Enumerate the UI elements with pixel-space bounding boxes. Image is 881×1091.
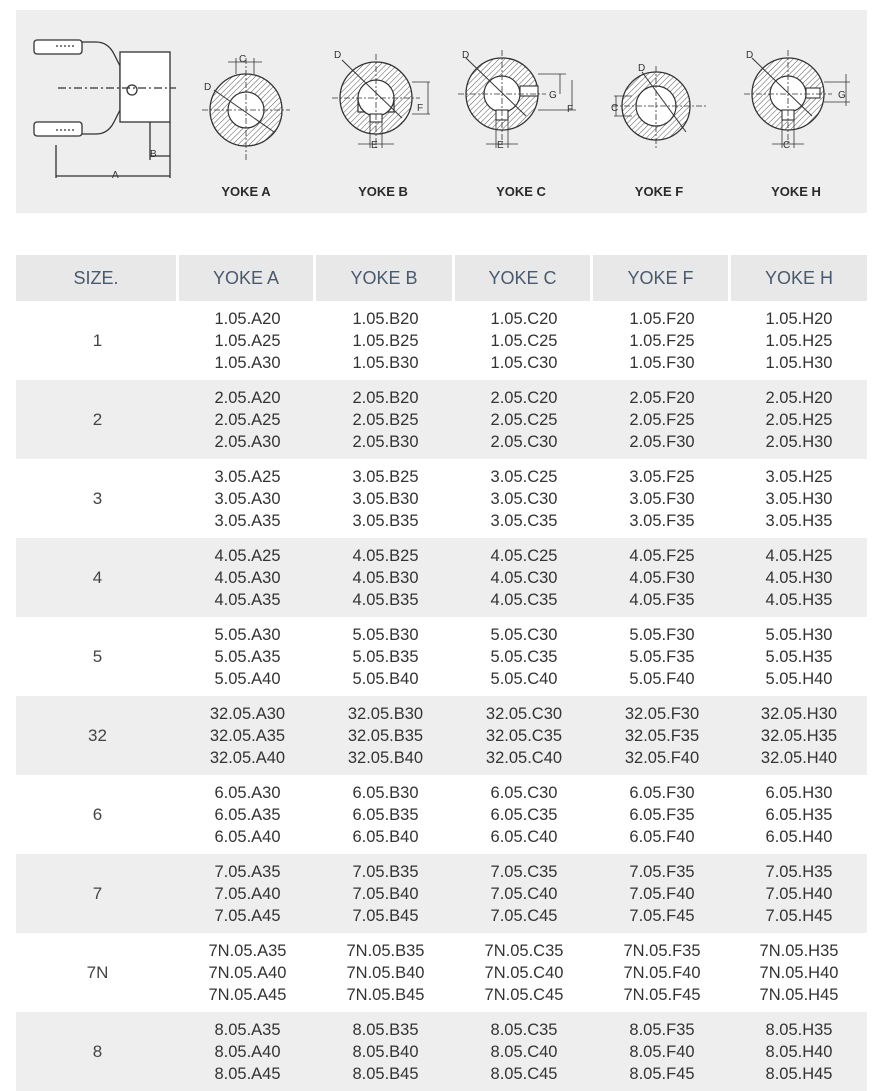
code-cell bbox=[316, 617, 455, 696]
part-code: 8.05.B35 bbox=[352, 1020, 419, 1039]
part-code: 7N.05.B35 bbox=[346, 941, 425, 960]
code-cell bbox=[731, 538, 867, 617]
table-row bbox=[16, 1012, 867, 1091]
part-code: 6.05.C40 bbox=[490, 827, 558, 846]
part-code: 2.05.F30 bbox=[629, 432, 695, 451]
size-cell: 7 bbox=[92, 883, 103, 903]
code-cell bbox=[455, 854, 593, 933]
part-code: 1.05.A25 bbox=[214, 331, 281, 350]
part-code: 2.05.C30 bbox=[490, 432, 558, 451]
yoke-b-section bbox=[332, 54, 430, 148]
size-cell: 8 bbox=[92, 1041, 103, 1061]
code-cell bbox=[179, 696, 316, 775]
code-cell bbox=[731, 1012, 867, 1091]
part-code: 3.05.B35 bbox=[352, 511, 419, 530]
yoke-h-dim-c: C bbox=[783, 140, 791, 151]
part-code: 5.05.H40 bbox=[765, 669, 833, 688]
part-code: 32.05.C35 bbox=[485, 726, 563, 745]
code-cell bbox=[455, 380, 593, 459]
part-code: 4.05.C35 bbox=[490, 590, 558, 609]
table-row bbox=[16, 617, 867, 696]
code-cell bbox=[316, 459, 455, 538]
header-yoke-f: YOKE F bbox=[593, 255, 731, 301]
part-code: 5.05.A30 bbox=[214, 625, 281, 644]
code-cell bbox=[179, 301, 316, 380]
part-code: 6.05.F35 bbox=[629, 805, 695, 824]
code-cell bbox=[455, 696, 593, 775]
part-code: 5.05.F40 bbox=[629, 669, 695, 688]
code-cell bbox=[593, 538, 731, 617]
part-code: 6.05.H30 bbox=[765, 783, 833, 802]
part-code: 7N.05.C45 bbox=[484, 985, 564, 1004]
yoke-a-label: YOKE A bbox=[221, 184, 271, 199]
part-code: 2.05.F20 bbox=[629, 388, 695, 407]
part-code: 7.05.C45 bbox=[490, 906, 558, 925]
part-code: 32.05.C40 bbox=[485, 748, 563, 767]
yoke-code-table bbox=[16, 255, 867, 1091]
part-code: 7N.05.F45 bbox=[623, 985, 701, 1004]
size-cell: 32 bbox=[88, 725, 107, 745]
code-cell bbox=[316, 696, 455, 775]
part-code: 32.05.B40 bbox=[347, 748, 424, 767]
part-code: 32.05.H30 bbox=[760, 704, 838, 723]
part-code: 6.05.F30 bbox=[629, 783, 695, 802]
code-cell bbox=[731, 380, 867, 459]
yoke-h-section bbox=[744, 50, 850, 148]
code-cell bbox=[593, 459, 731, 538]
size-cell: 2 bbox=[92, 409, 103, 429]
table-row bbox=[16, 301, 867, 380]
yoke-h-dim-d: D bbox=[746, 50, 754, 61]
part-code: 8.05.A35 bbox=[214, 1020, 281, 1039]
dim-a-letter: A bbox=[112, 170, 119, 181]
table-row bbox=[16, 538, 867, 617]
part-code: 3.05.A35 bbox=[214, 511, 281, 530]
code-cell bbox=[731, 854, 867, 933]
part-code: 4.05.B25 bbox=[352, 546, 419, 565]
part-code: 3.05.C25 bbox=[490, 467, 558, 486]
code-cell bbox=[179, 617, 316, 696]
table-row bbox=[16, 459, 867, 538]
code-cell bbox=[316, 775, 455, 854]
part-code: 7.05.B35 bbox=[352, 862, 419, 881]
part-code: 8.05.B45 bbox=[352, 1064, 419, 1083]
code-cell bbox=[179, 380, 316, 459]
code-cell bbox=[455, 1012, 593, 1091]
part-code: 7N.05.A45 bbox=[208, 985, 287, 1004]
part-code: 7.05.A45 bbox=[214, 906, 281, 925]
part-code: 8.05.F40 bbox=[629, 1042, 695, 1061]
size-cell: 7N bbox=[86, 962, 109, 982]
code-cell bbox=[455, 538, 593, 617]
part-code: 3.05.A30 bbox=[214, 489, 281, 508]
code-cell bbox=[179, 1012, 316, 1091]
part-code: 6.05.A35 bbox=[214, 805, 281, 824]
part-code: 32.05.H40 bbox=[760, 748, 838, 767]
part-code: 8.05.H35 bbox=[765, 1020, 833, 1039]
code-cell bbox=[731, 696, 867, 775]
yoke-f-dim-c: C bbox=[611, 103, 619, 114]
code-cell bbox=[593, 696, 731, 775]
yoke-a-dim-d: D bbox=[204, 82, 212, 93]
part-code: 8.05.B40 bbox=[352, 1042, 419, 1061]
code-cell bbox=[455, 459, 593, 538]
part-code: 8.05.C35 bbox=[490, 1020, 558, 1039]
header-yoke-c: YOKE C bbox=[455, 255, 593, 301]
part-code: 5.05.A40 bbox=[214, 669, 281, 688]
part-code: 32.05.B30 bbox=[347, 704, 424, 723]
part-code: 5.05.H35 bbox=[765, 647, 833, 666]
yoke-h-label: YOKE H bbox=[771, 184, 821, 199]
part-code: 3.05.B30 bbox=[352, 489, 419, 508]
yoke-f-section bbox=[612, 66, 706, 150]
code-cell bbox=[731, 301, 867, 380]
part-code: 1.05.A30 bbox=[214, 353, 281, 372]
part-code: 2.05.B25 bbox=[352, 410, 419, 429]
size-cell: 4 bbox=[92, 567, 103, 587]
part-code: 2.05.H30 bbox=[765, 432, 833, 451]
yoke-b-dim-e: E bbox=[371, 140, 378, 151]
header-yoke-b: YOKE B bbox=[316, 255, 455, 301]
part-code: 1.05.F20 bbox=[629, 309, 695, 328]
part-code: 32.05.F35 bbox=[624, 726, 700, 745]
code-cell bbox=[731, 617, 867, 696]
code-cell bbox=[179, 538, 316, 617]
part-code: 1.05.H25 bbox=[765, 331, 833, 350]
code-cell bbox=[316, 1012, 455, 1091]
part-code: 7N.05.H40 bbox=[759, 963, 839, 982]
part-code: 1.05.F30 bbox=[629, 353, 695, 372]
part-code: 8.05.C40 bbox=[490, 1042, 558, 1061]
part-code: 1.05.B25 bbox=[352, 331, 419, 350]
yoke-b-label: YOKE B bbox=[358, 184, 408, 199]
yoke-c-dim-d: D bbox=[462, 50, 470, 61]
part-code: 2.05.A20 bbox=[214, 388, 281, 407]
header-yoke-h: YOKE H bbox=[764, 267, 834, 288]
yoke-f-label: YOKE F bbox=[634, 184, 684, 199]
part-code: 1.05.B30 bbox=[352, 353, 419, 372]
table-row bbox=[16, 854, 867, 933]
part-code: 1.05.H20 bbox=[765, 309, 833, 328]
code-cell bbox=[316, 538, 455, 617]
part-code: 32.05.A30 bbox=[209, 704, 286, 723]
part-code: 32.05.C30 bbox=[485, 704, 563, 723]
part-code: 7N.05.A35 bbox=[208, 941, 287, 960]
part-code: 8.05.F35 bbox=[629, 1020, 695, 1039]
part-code: 4.05.C30 bbox=[490, 568, 558, 587]
yoke-h-dim-g: G bbox=[838, 90, 846, 101]
part-code: 2.05.C20 bbox=[490, 388, 558, 407]
code-cell bbox=[731, 775, 867, 854]
part-code: 7.05.H45 bbox=[765, 906, 833, 925]
part-code: 7.05.F40 bbox=[629, 884, 695, 903]
part-code: 32.05.A35 bbox=[209, 726, 286, 745]
table-row bbox=[16, 696, 867, 775]
code-cell bbox=[316, 301, 455, 380]
size-cell: 1 bbox=[92, 330, 103, 350]
part-code: 4.05.F30 bbox=[629, 568, 695, 587]
part-code: 6.05.C30 bbox=[490, 783, 558, 802]
code-cell bbox=[455, 617, 593, 696]
part-code: 8.05.A45 bbox=[214, 1064, 281, 1083]
part-code: 7N.05.H35 bbox=[759, 941, 839, 960]
table-row bbox=[16, 775, 867, 854]
part-code: 4.05.C25 bbox=[490, 546, 558, 565]
part-code: 2.05.H20 bbox=[765, 388, 833, 407]
part-code: 7N.05.A40 bbox=[208, 963, 287, 982]
part-code: 2.05.A25 bbox=[214, 410, 281, 429]
code-cell bbox=[593, 775, 731, 854]
part-code: 7.05.H40 bbox=[765, 884, 833, 903]
part-code: 5.05.A35 bbox=[214, 647, 281, 666]
part-code: 32.05.H35 bbox=[760, 726, 838, 745]
part-code: 3.05.A25 bbox=[214, 467, 281, 486]
part-code: 3.05.B25 bbox=[352, 467, 419, 486]
part-code: 7N.05.C40 bbox=[484, 963, 564, 982]
part-code: 4.05.B30 bbox=[352, 568, 419, 587]
part-code: 4.05.A35 bbox=[214, 590, 281, 609]
code-cell bbox=[455, 775, 593, 854]
code-cell bbox=[593, 617, 731, 696]
part-code: 32.05.F40 bbox=[624, 748, 700, 767]
part-code: 2.05.A30 bbox=[214, 432, 281, 451]
part-code: 5.05.C35 bbox=[490, 647, 558, 666]
code-cell bbox=[179, 775, 316, 854]
part-code: 32.05.A40 bbox=[209, 748, 286, 767]
part-code: 4.05.H35 bbox=[765, 590, 833, 609]
part-code: 5.05.F30 bbox=[629, 625, 695, 644]
part-code: 7N.05.B40 bbox=[346, 963, 425, 982]
table-row bbox=[16, 933, 867, 1012]
code-cell bbox=[316, 380, 455, 459]
yoke-a-dim-c: C bbox=[239, 54, 247, 65]
part-code: 3.05.H35 bbox=[765, 511, 833, 530]
part-code: 8.05.A40 bbox=[214, 1042, 281, 1061]
header-yoke-a: YOKE A bbox=[179, 255, 316, 301]
part-code: 4.05.F25 bbox=[629, 546, 695, 565]
part-code: 2.05.B20 bbox=[352, 388, 419, 407]
part-code: 4.05.F35 bbox=[629, 590, 695, 609]
size-cell: 6 bbox=[92, 804, 103, 824]
part-code: 8.05.C45 bbox=[490, 1064, 558, 1083]
part-code: 2.05.B30 bbox=[352, 432, 419, 451]
code-cell bbox=[316, 933, 455, 1012]
part-code: 6.05.H35 bbox=[765, 805, 833, 824]
part-code: 7N.05.H45 bbox=[759, 985, 839, 1004]
size-cell: 3 bbox=[92, 488, 103, 508]
part-code: 1.05.H30 bbox=[765, 353, 833, 372]
yoke-technical-drawings bbox=[16, 10, 867, 213]
part-code: 6.05.C35 bbox=[490, 805, 558, 824]
code-cell bbox=[731, 459, 867, 538]
yoke-c-dim-f: F bbox=[567, 104, 574, 115]
code-cell bbox=[593, 854, 731, 933]
part-code: 1.05.C20 bbox=[490, 309, 558, 328]
part-code: 7.05.A40 bbox=[214, 884, 281, 903]
part-code: 1.05.B20 bbox=[352, 309, 419, 328]
header-size: SIZE. bbox=[16, 255, 179, 301]
dim-b-letter: B bbox=[150, 149, 157, 160]
part-code: 7.05.B45 bbox=[352, 906, 419, 925]
part-code: 5.05.F35 bbox=[629, 647, 695, 666]
part-code: 1.05.C25 bbox=[490, 331, 558, 350]
part-code: 7.05.C35 bbox=[490, 862, 558, 881]
part-code: 5.05.C30 bbox=[490, 625, 558, 644]
part-code: 6.05.A30 bbox=[214, 783, 281, 802]
part-code: 8.05.H40 bbox=[765, 1042, 833, 1061]
part-code: 4.05.H25 bbox=[765, 546, 833, 565]
yoke-b-dim-f: F bbox=[417, 103, 424, 114]
part-code: 6.05.B35 bbox=[352, 805, 419, 824]
part-code: 5.05.C40 bbox=[490, 669, 558, 688]
yoke-c-dim-g: G bbox=[549, 90, 557, 101]
code-cell bbox=[593, 301, 731, 380]
part-code: 7.05.F35 bbox=[629, 862, 695, 881]
part-code: 7.05.H35 bbox=[765, 862, 833, 881]
code-cell bbox=[455, 301, 593, 380]
part-code: 5.05.B30 bbox=[352, 625, 419, 644]
part-code: 4.05.A25 bbox=[214, 546, 281, 565]
part-code: 3.05.F25 bbox=[629, 467, 695, 486]
yoke-c-dim-e: E bbox=[497, 140, 504, 151]
code-cell bbox=[455, 933, 593, 1012]
part-code: 6.05.A40 bbox=[214, 827, 281, 846]
code-cell bbox=[593, 933, 731, 1012]
code-cell bbox=[731, 933, 867, 1012]
part-code: 8.05.F45 bbox=[629, 1064, 695, 1083]
yoke-f-dim-d: D bbox=[638, 63, 646, 74]
part-code: 3.05.F35 bbox=[629, 511, 695, 530]
part-code: 3.05.C35 bbox=[490, 511, 558, 530]
code-cell bbox=[593, 380, 731, 459]
yoke-b-dim-d: D bbox=[334, 50, 342, 61]
code-cell bbox=[316, 854, 455, 933]
part-code: 2.05.F25 bbox=[629, 410, 695, 429]
part-code: 3.05.F30 bbox=[629, 489, 695, 508]
part-code: 6.05.H40 bbox=[765, 827, 833, 846]
table-row bbox=[16, 380, 867, 459]
part-code: 1.05.F25 bbox=[629, 331, 695, 350]
code-cell bbox=[179, 854, 316, 933]
part-code: 5.05.B35 bbox=[352, 647, 419, 666]
part-code: 7.05.B40 bbox=[352, 884, 419, 903]
part-code: 2.05.H25 bbox=[765, 410, 833, 429]
code-cell bbox=[593, 1012, 731, 1091]
yoke-a-section bbox=[202, 58, 290, 160]
part-code: 7N.05.F40 bbox=[623, 963, 701, 982]
code-cell bbox=[179, 459, 316, 538]
part-code: 6.05.B30 bbox=[352, 783, 419, 802]
part-code: 4.05.H30 bbox=[765, 568, 833, 587]
part-code: 7N.05.B45 bbox=[346, 985, 425, 1004]
part-code: 7.05.C40 bbox=[490, 884, 558, 903]
table-header-row bbox=[16, 255, 867, 301]
part-code: 32.05.B35 bbox=[347, 726, 424, 745]
yoke-diagram-panel bbox=[16, 10, 867, 213]
yoke-c-section bbox=[458, 50, 576, 148]
part-code: 1.05.C30 bbox=[490, 353, 558, 372]
part-code: 7.05.A35 bbox=[214, 862, 281, 881]
part-code: 6.05.F40 bbox=[629, 827, 695, 846]
part-code: 32.05.F30 bbox=[624, 704, 700, 723]
part-code: 4.05.A30 bbox=[214, 568, 281, 587]
part-code: 5.05.B40 bbox=[352, 669, 419, 688]
part-code: 8.05.H45 bbox=[765, 1064, 833, 1083]
part-code: 3.05.H30 bbox=[765, 489, 833, 508]
yoke-c-label: YOKE C bbox=[496, 184, 546, 199]
size-cell: 5 bbox=[92, 646, 103, 666]
part-code: 3.05.C30 bbox=[490, 489, 558, 508]
part-code: 5.05.H30 bbox=[765, 625, 833, 644]
part-code: 6.05.B40 bbox=[352, 827, 419, 846]
code-cell bbox=[179, 933, 316, 1012]
part-code: 7N.05.F35 bbox=[623, 941, 701, 960]
part-code: 7.05.F45 bbox=[629, 906, 695, 925]
part-code: 1.05.A20 bbox=[214, 309, 281, 328]
part-code: 3.05.H25 bbox=[765, 467, 833, 486]
table-body bbox=[16, 301, 867, 1091]
part-code: 7N.05.C35 bbox=[484, 941, 564, 960]
part-code: 4.05.B35 bbox=[352, 590, 419, 609]
part-code: 2.05.C25 bbox=[490, 410, 558, 429]
